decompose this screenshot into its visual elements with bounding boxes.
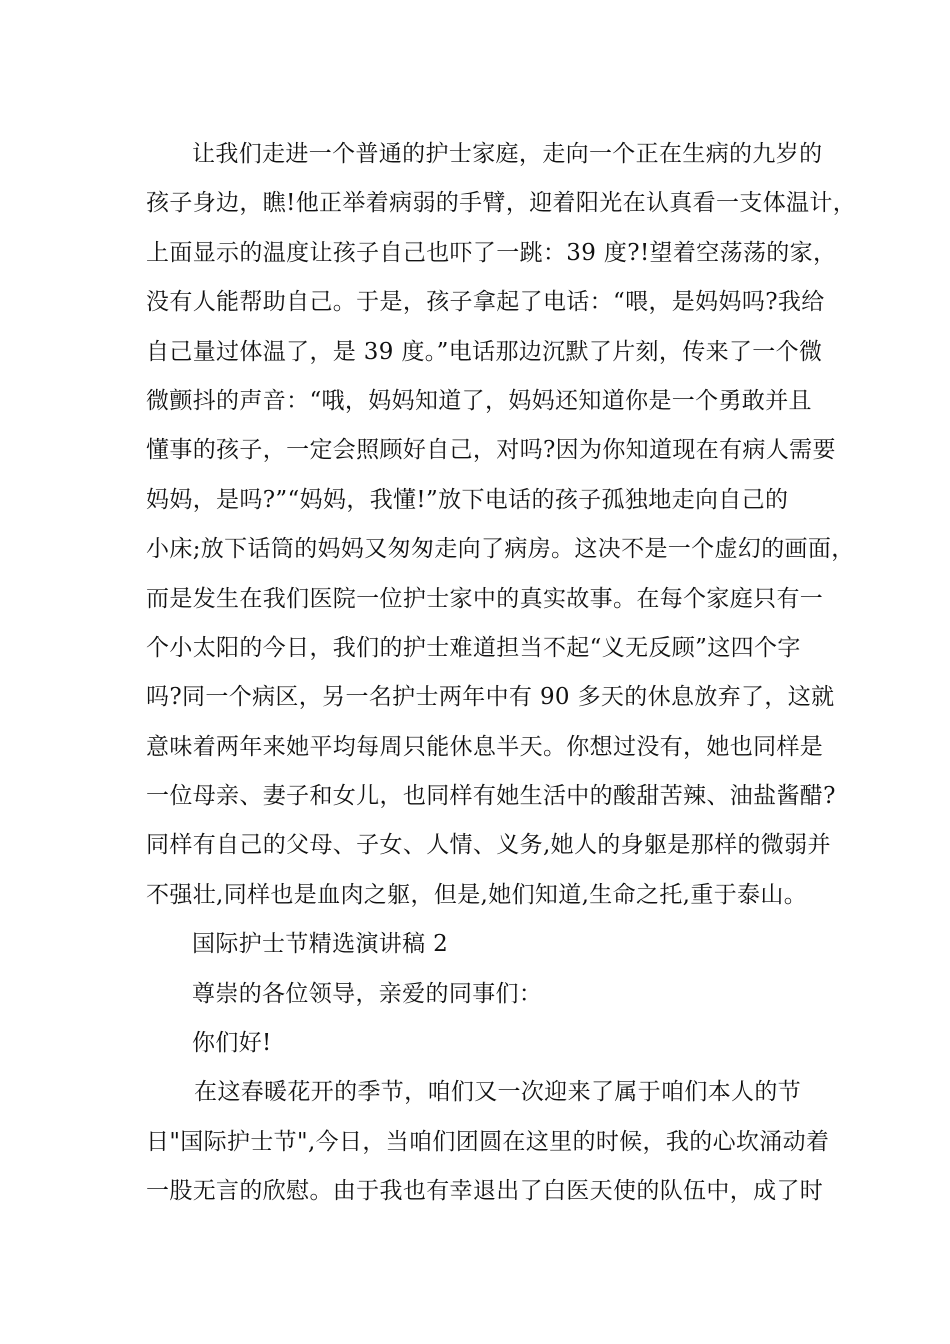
text-line: 一位母亲、妻子和女儿，也同样有她生活中的酸甜苦辣、油盐酱醋? (146, 783, 836, 810)
story-paragraph (146, 130, 857, 920)
text-line: 没有人能帮助自己。于是，孩子拿起了电话：“喂，是妈妈吗?我给 (146, 289, 825, 316)
text-line: 而是发生在我们医院一位护士家中的真实故事。在每个家庭只有一 (146, 585, 824, 612)
speech-paragraph (146, 1068, 830, 1216)
text-line: 小床;放下话筒的妈妈又匆匆走向了病房。这决不是一个虚幻的画面， (146, 536, 855, 563)
text-line: 上面显示的温度让孩子自己也吓了一跳：39 度?!望着空荡荡的家， (146, 239, 837, 266)
text-line: 同样有自己的父母、子女、人情、义务,她人的身躯是那样的微弱并 (146, 832, 831, 859)
text-line: 个小太阳的今日，我们的护士难道担当不起“义无反顾”这四个字 (146, 634, 801, 661)
document-body (146, 130, 857, 1217)
text-line: 妈妈，是吗?”“妈妈，我懂!”放下电话的孩子孤独地走向自己的 (146, 486, 789, 513)
text-line: 孩子身边，瞧!他正举着病弱的手臂，迎着阳光在认真看一支体温计， (146, 190, 857, 217)
text-line: 意味着两年来她平均每周只能休息半天。你想过没有，她也同样是 (146, 733, 824, 760)
text-line: 日"国际护士节",今日，当咱们团圆在这里的时候，我的心坎涌动着 (146, 1128, 830, 1155)
text-line: 不强壮,同样也是血肉之躯，但是,她们知道,生命之托,重于泰山。 (146, 881, 808, 908)
text-line: 懂事的孩子，一定会照顾好自己，对吗?因为你知道现在有病人需要 (146, 437, 836, 464)
text-line: 一股无言的欣慰。由于我也有幸退出了白医天使的队伍中，成了时 (146, 1178, 824, 1205)
greeting: 你们好! (192, 1030, 272, 1057)
salutation: 尊崇的各位领导，亲爱的同事们： (192, 980, 543, 1007)
text-line: 微颤抖的声音：“哦，妈妈知道了，妈妈还知道你是一个勇敢并且 (146, 387, 812, 414)
text-line: 自己量过体温了，是 39 度。”电话那边沉默了片刻，传来了一个微 (146, 338, 823, 365)
text-line: 在这春暖花开的季节，咱们又一次迎来了属于咱们本人的节 (194, 1079, 802, 1106)
section-title: 国际护士节精选演讲稿 2 (192, 931, 449, 958)
text-line: 让我们走进一个普通的护士家庭，走向一个正在生病的九岁的 (192, 141, 823, 167)
text-line: 吗?同一个病区，另一名护士两年中有 90 多天的休息放弃了，这就 (146, 684, 835, 711)
